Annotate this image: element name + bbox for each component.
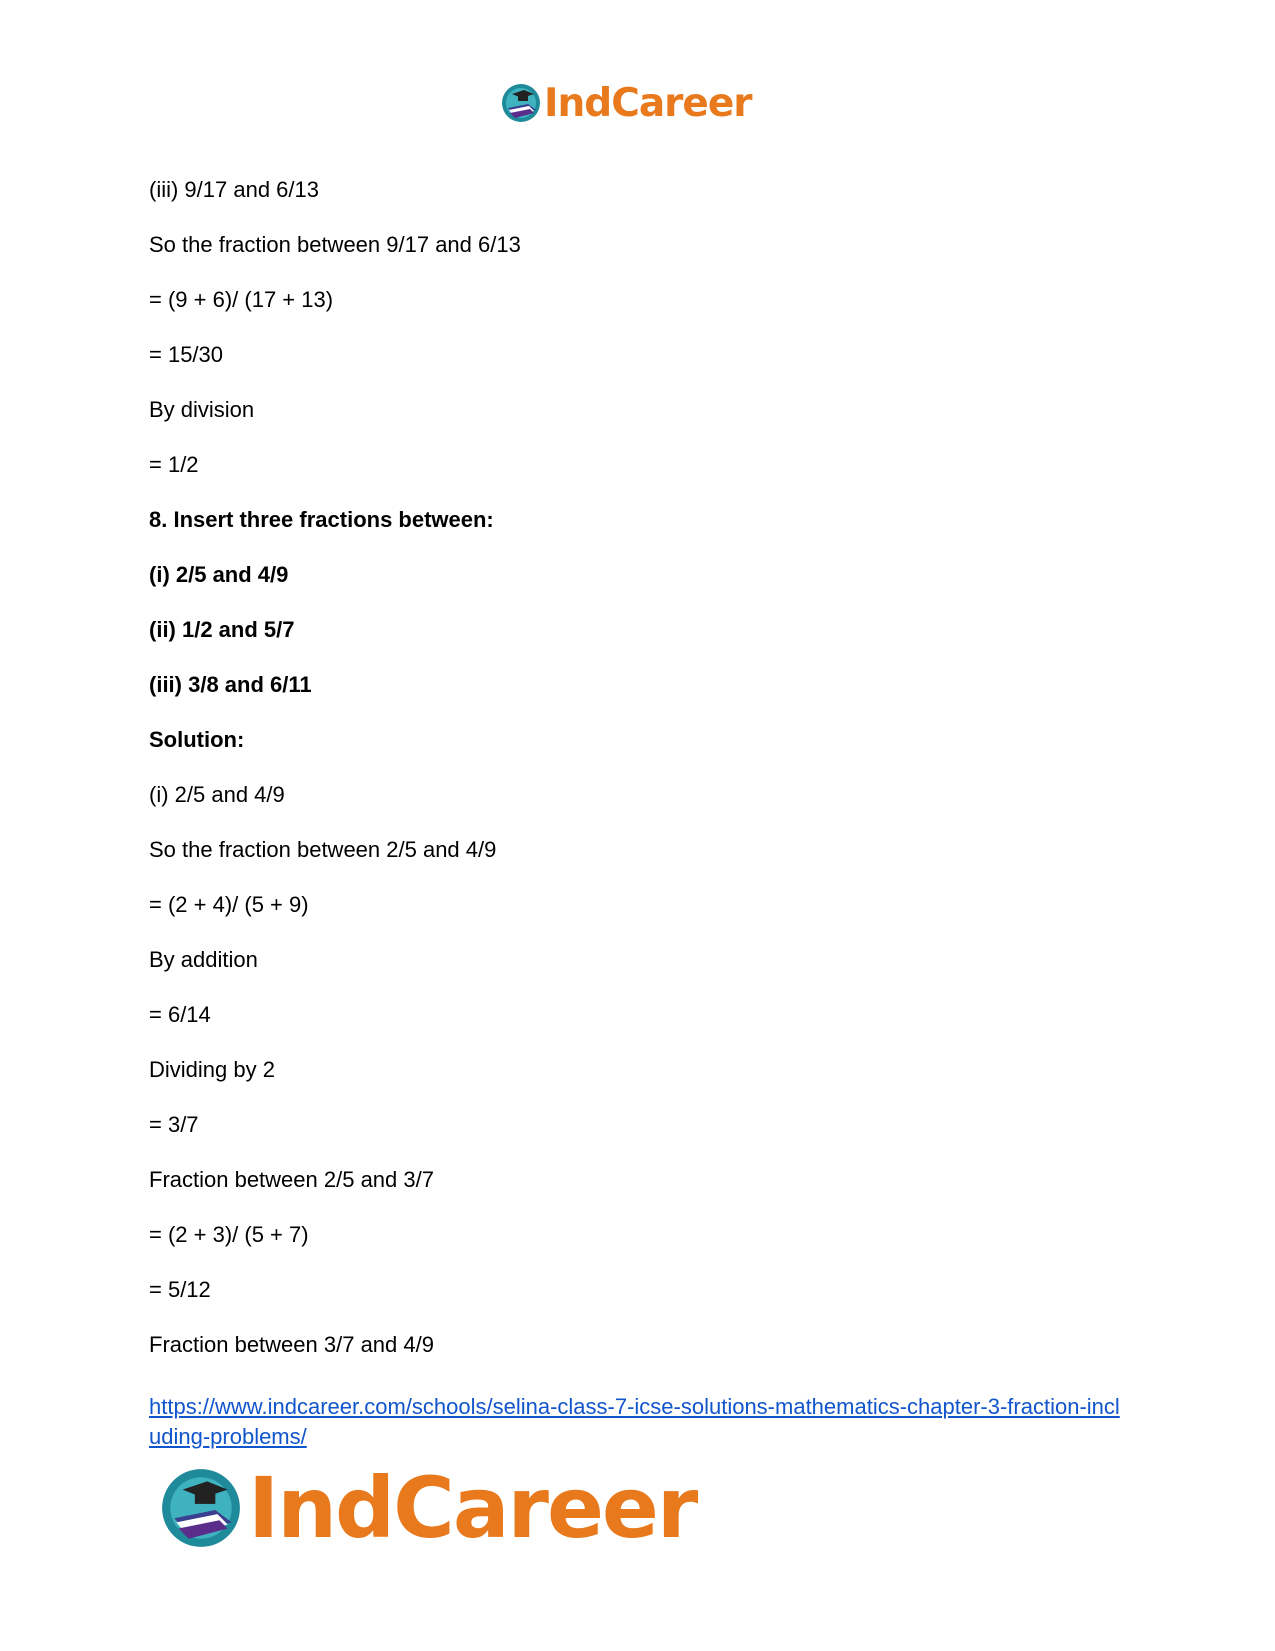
- source-link[interactable]: https://www.indcareer.com/schools/selina-class-7-icse-solutions-mathematics-chapter-3-fraction-including-problems/: [149, 1394, 1120, 1449]
- text-line: Fraction between 2/5 and 3/7: [149, 1167, 434, 1192]
- text-line: So the fraction between 9/17 and 6/13: [149, 232, 521, 257]
- text-line: = (9 + 6)/ (17 + 13): [149, 287, 334, 312]
- logo-wordmark: IndCareer: [544, 80, 752, 126]
- text-line: (i) 2/5 and 4/9: [149, 782, 285, 807]
- text-line: = 6/14: [149, 1002, 211, 1027]
- text-line: = (2 + 4)/ (5 + 9): [149, 892, 309, 917]
- text-line: (iii) 9/17 and 6/13: [149, 177, 319, 202]
- text-line: By addition: [149, 947, 258, 972]
- question-line: (i) 2/5 and 4/9: [149, 562, 289, 587]
- question-line: (ii) 1/2 and 5/7: [149, 617, 295, 642]
- text-line: = 5/12: [149, 1277, 211, 1302]
- text-line: Dividing by 2: [149, 1057, 275, 1082]
- text-line: = 3/7: [149, 1112, 199, 1137]
- footer-logo: [158, 1459, 697, 1557]
- header-logo: [500, 78, 752, 128]
- text-line: So the fraction between 2/5 and 4/9: [149, 837, 497, 862]
- text-line: = 15/30: [149, 342, 224, 367]
- text-line: By division: [149, 397, 255, 422]
- text-line: Fraction between 3/7 and 4/9: [149, 1332, 434, 1357]
- book-globe-icon: [158, 1465, 244, 1551]
- question-line: 8. Insert three fractions between:: [149, 507, 494, 532]
- book-globe-icon: [500, 82, 542, 124]
- text-line: = (2 + 3)/ (5 + 7): [149, 1222, 309, 1247]
- question-line: Solution:: [149, 727, 245, 752]
- question-line: (iii) 3/8 and 6/11: [149, 672, 312, 697]
- text-line: = 1/2: [149, 452, 199, 477]
- logo-wordmark: IndCareer: [248, 1459, 697, 1557]
